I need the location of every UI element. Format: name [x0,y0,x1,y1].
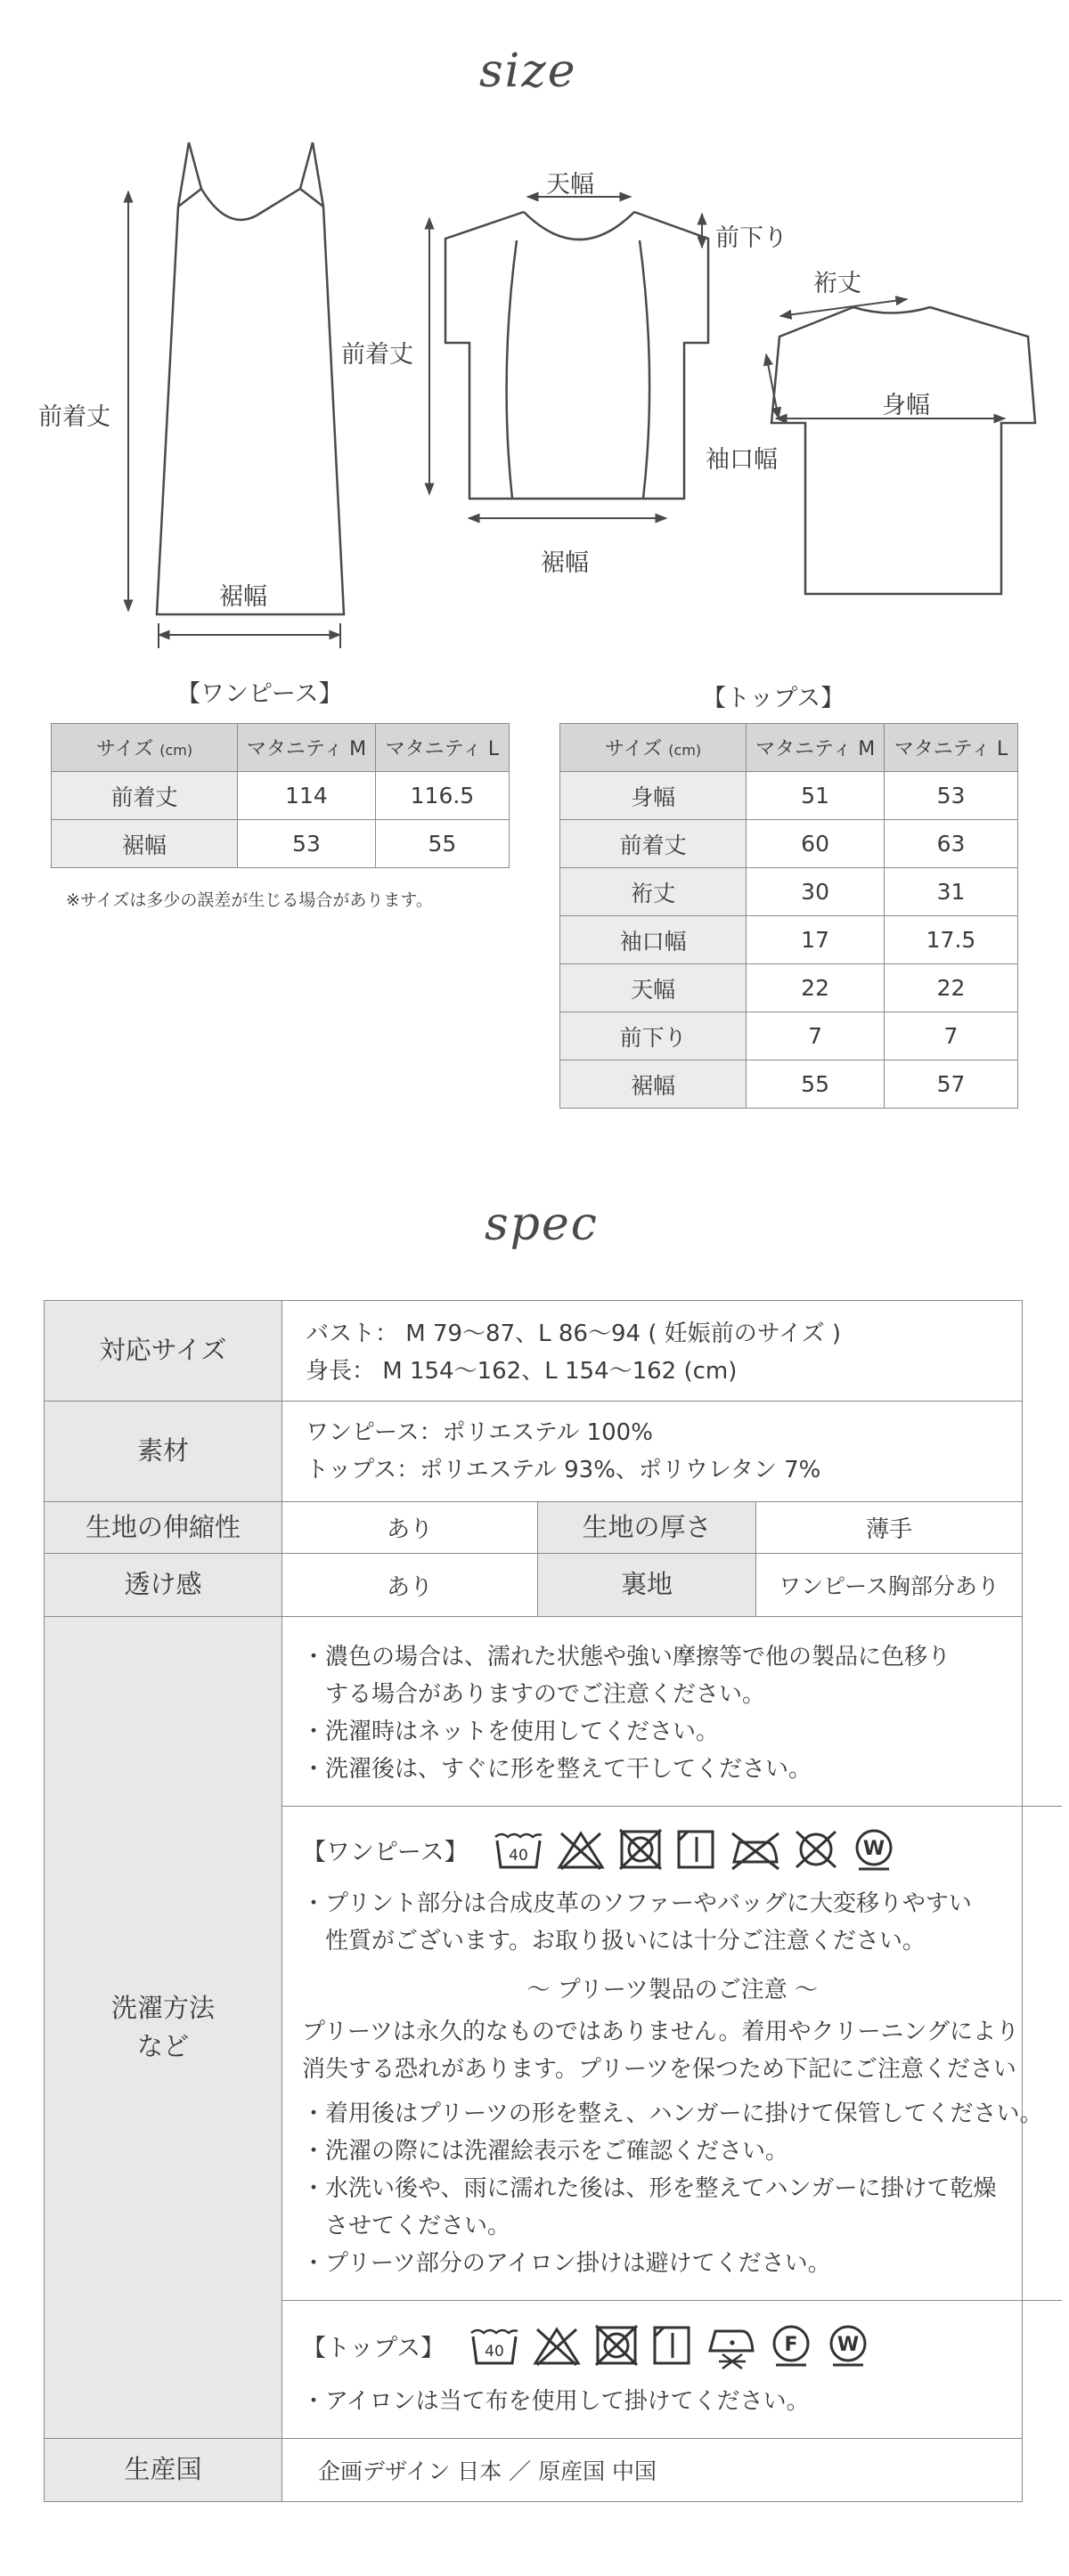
table-row [560,772,1018,820]
sizes-line-2: 身長： M 154〜162、L 154〜162 (cm) [306,1358,738,1385]
row-label: 天幅 [560,964,747,1012]
spec-value-origin: 企画デザイン 日本 ／ 原産国 中国 [318,2458,657,2484]
no-dry-clean-icon [791,1826,841,1873]
care-tops-title: 【トップス】 [302,2334,445,2362]
care-general-3: ・洗濯時はネットを使用してください。 [302,1719,720,1745]
cell-m: 60 [747,820,885,868]
spec-value-sheer: あり [282,1554,538,1616]
label-tops-shoulder: 天幅 [546,171,594,199]
table-row [52,820,510,868]
no-bleach-icon [530,2322,583,2369]
onepiece-size-table [51,723,510,868]
cell-l: 57 [884,1060,1017,1109]
spec-value-sizes [282,1301,1022,1401]
svg-text:W: W [862,1838,885,1860]
label-tops-hem: 裾幅 [541,549,589,577]
spec-title: spec [485,1198,599,1251]
care-onepiece-title: 【ワンピース】 [302,1838,469,1866]
spec-row-sheer [45,1554,1022,1617]
table-header-row [52,724,510,772]
material-line-1: ワンピース：ポリエステル 100% [306,1419,653,1446]
cell-m: 53 [238,820,376,868]
spec-value-care [282,1617,1062,2438]
cell-l: 22 [884,964,1017,1012]
cell-l: 116.5 [375,772,509,820]
wash-40-icon [468,2322,521,2369]
no-tumble-dry-icon [592,2322,641,2369]
cell-l: 31 [884,868,1017,916]
label-tops-length: 前着丈 [341,341,413,369]
row-label: 裄丈 [560,868,747,916]
row-label: 前着丈 [560,820,747,868]
spec-value-lining: ワンピース胸部分あり [779,1573,1000,1599]
spec-label-sheer: 透け感 [45,1554,282,1616]
table-row [560,916,1018,964]
iron-low-icon [703,2320,758,2370]
care-general-1: ・濃色の場合は、濡れた状態や強い摩擦等で他の製品に色移り [302,1644,951,1670]
cell-m: 55 [747,1060,885,1109]
spec-row-stretch [45,1502,1022,1554]
spec-label-thickness: 生地の厚さ [538,1502,756,1553]
size-title: size [479,45,577,98]
spec-row-material [45,1402,1022,1502]
care-label-line-2: など [136,2031,189,2061]
care-general-4: ・洗濯後は、すぐに形を整えて干してください。 [302,1756,812,1783]
table-row [560,1060,1018,1109]
cell-m: 17 [747,916,885,964]
line-dry-shade-icon [649,2322,694,2369]
cell-m: 114 [238,772,376,820]
svg-text:40: 40 [508,1847,528,1865]
spec-label-origin: 生産国 [45,2439,282,2501]
tops-back-diagram [771,307,1035,594]
dry-clean-f-icon [767,2322,815,2369]
spec-label-material: 素材 [45,1402,282,1501]
care-tops-title-row [302,2320,1042,2370]
label-onepiece-hem: 裾幅 [219,583,267,611]
spec-row-sizes [45,1301,1022,1402]
no-bleach-icon [554,1826,608,1873]
size-note: ※サイズは多少の誤差が生じる場合があります。 [66,890,433,910]
care-onepiece-title-row [302,1826,1042,1873]
tops-front-diagram [445,212,708,499]
pleats-item-5: ・プリーツ部分のアイロン掛けは避けてください。 [302,2250,831,2277]
spec-row-origin [45,2439,1022,2501]
pleats-title: 〜 プリーツ製品のご注意 〜 [526,1977,818,2003]
care-tops-note-1: ・アイロンは当て布を使用して掛けてください。 [302,2388,810,2415]
cell-m: 7 [747,1012,885,1060]
spec-label-care [45,1617,282,2438]
tops-table-heading: 【トップス】 [702,685,845,712]
pleats-item-2: ・洗濯の際には洗濯絵表示をご確認ください。 [302,2138,789,2165]
row-label: 前着丈 [52,772,238,820]
label-tops-cuff: 袖口幅 [706,446,778,474]
care-label-line-1: 洗濯方法 [110,1992,215,2023]
spec-label-lining: 裏地 [538,1554,756,1616]
care-onepiece-note-2: 性質がございます。お取り扱いには十分ご注意ください。 [302,1928,926,1954]
pleats-intro-1: プリーツは永久的なものではありません。着用やクリーニングにより [302,2019,1019,2045]
no-tumble-dry-icon [616,1826,665,1873]
cell-m: 22 [747,964,885,1012]
care-onepiece [282,1807,1062,2301]
wet-clean-w-icon [850,1826,898,1873]
header-m: マタニティ M [747,724,885,772]
line-dry-shade-icon [673,1826,718,1873]
row-label: 身幅 [560,772,747,820]
svg-text:40: 40 [485,2343,504,2361]
header-m: マタニティ M [238,724,376,772]
pleats-item-4: させてください。 [302,2213,511,2239]
care-onepiece-icons [492,1826,898,1873]
spec-value-thickness: 薄手 [865,1516,912,1543]
no-iron-icon [727,1826,782,1873]
care-tops [282,2301,1062,2438]
spec-table [44,1300,1043,2502]
pleats-intro-2: 消失する恐れがあります。プリーツを保つため下記にご注意ください [302,2056,1016,2083]
pleats-item-1: ・着用後はプリーツの形を整え、ハンガーに掛けて保管してください。 [302,2101,1043,2127]
row-label: 前下り [560,1012,747,1060]
pleats-item-3: ・水洗い後や、雨に濡れた後は、形を整えてハンガーに掛けて乾燥 [302,2175,997,2202]
cell-l: 55 [375,820,509,868]
label-onepiece-length: 前着丈 [38,403,110,431]
cell-m: 51 [747,772,885,820]
wet-clean-w-icon [824,2322,872,2369]
row-label: 裾幅 [560,1060,747,1109]
header-size: サイズ (cm) [52,724,238,772]
cell-l: 17.5 [884,916,1017,964]
table-row [52,772,510,820]
row-label: 袖口幅 [560,916,747,964]
cell-l: 63 [884,820,1017,868]
sizes-line-1: バスト： M 79〜87、L 86〜94 ( 妊娠前のサイズ ) [306,1321,842,1347]
wash-40-icon [492,1826,545,1873]
cell-m: 30 [747,868,885,916]
spec-label-sizes: 対応サイズ [45,1301,282,1401]
tops-size-table [559,723,1018,1109]
row-label: 裾幅 [52,820,238,868]
header-l: マタニティ L [884,724,1017,772]
care-tops-icons [468,2320,872,2370]
svg-text:F: F [784,2334,798,2356]
care-onepiece-note-1: ・プリント部分は合成皮革のソファーやバッグに大変移りやすい [302,1890,972,1917]
table-row [560,964,1018,1012]
material-line-2: トップス：ポリエステル 93%、ポリウレタン 7% [306,1457,821,1483]
label-tops-body: 身幅 [882,392,930,419]
spec-value-stretch: あり [282,1502,538,1553]
svg-text:W: W [836,2334,860,2356]
label-tops-front-drop: 前下り [715,224,787,252]
spec-row-care [45,1617,1043,2439]
label-tops-sleeve: 裄丈 [813,270,861,297]
header-l: マタニティ L [375,724,509,772]
table-row [560,820,1018,868]
cell-l: 7 [884,1012,1017,1060]
care-general [282,1617,1062,1807]
header-size: サイズ (cm) [560,724,747,772]
spec-label-stretch: 生地の伸縮性 [45,1502,282,1553]
spec-value-material [282,1402,1022,1501]
onepiece-diagram [157,142,344,614]
table-header-row [560,724,1018,772]
cell-l: 53 [884,772,1017,820]
table-row [560,1012,1018,1060]
care-general-2: する場合がありますのでご注意ください。 [302,1681,766,1708]
onepiece-table-heading: 【ワンピース】 [176,680,343,708]
table-row [560,868,1018,916]
